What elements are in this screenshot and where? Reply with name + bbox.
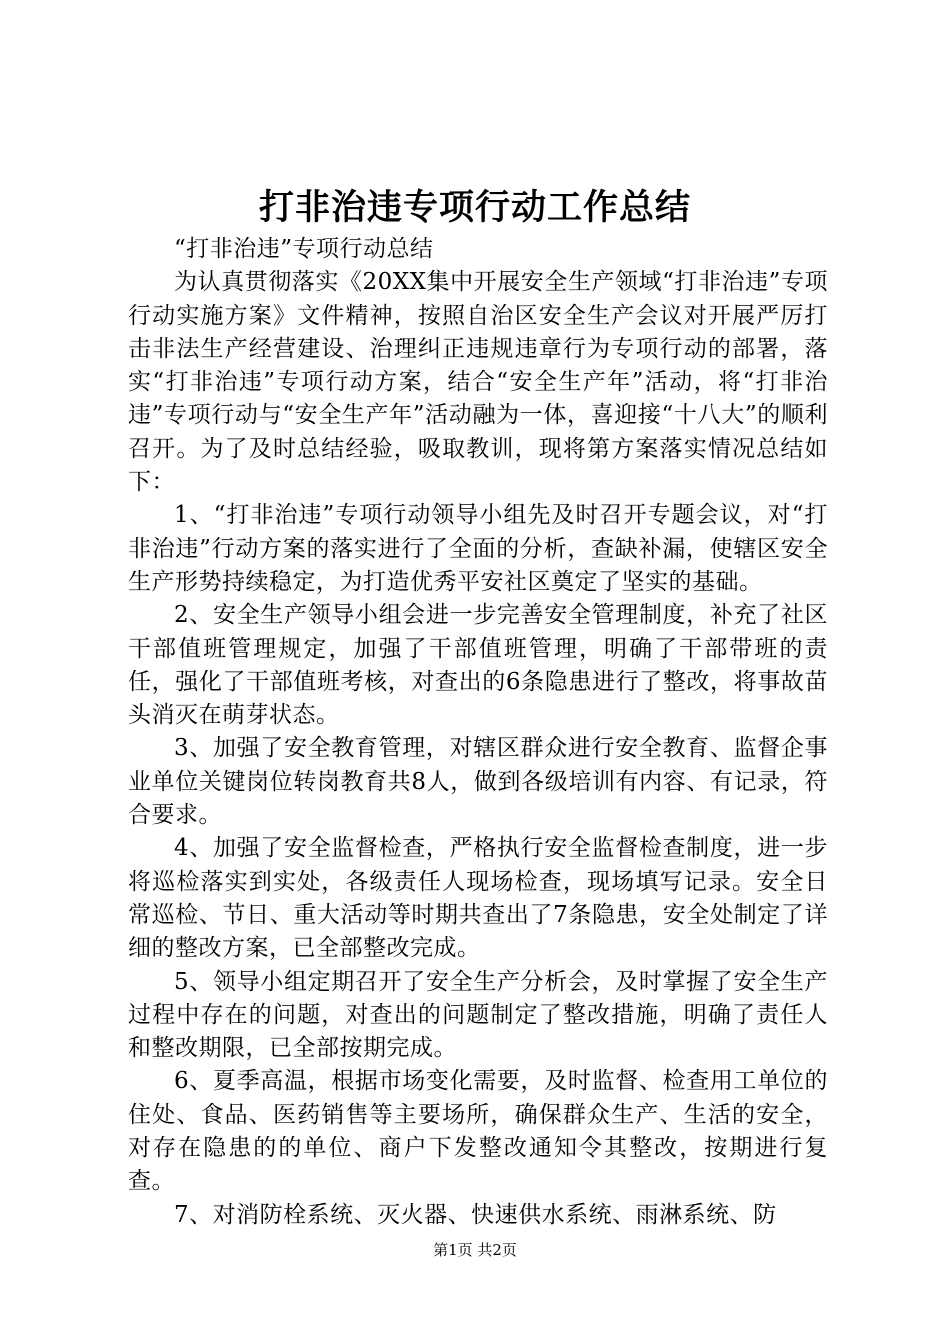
paragraph-item-7: 7、对消防栓系统、灭火器、快速供水系统、雨淋系统、防 (174, 1201, 777, 1228)
paragraph-item-2: 2、安全生产领导小组会进一步完善安全管理制度，补充了社区干部值班管理规定，加强了干部值班管理，明确了干部带班的责任，强化了干部值班考核，对查出的6条隐患进行了整改，将事故苗头消灭在萌芽状态。 (128, 602, 828, 729)
paragraph-subtitle: “打非治违”专项行动总结 (174, 236, 434, 262)
paragraph-item-6: 6、夏季高温，根据市场变化需要，及时监督、检查用工单位的住处、食品、医药销售等主要场所，确保群众生产、生活的安全，对存在隐患的的单位、商户下发整改通知令其整改，按期进行复查。 (128, 1068, 828, 1195)
paragraph-intro: 为认真贯彻落实《20XX集中开展安全生产领域“打非治违”专项行动实施方案》文件精神，按照自治区安全生产会议对开展严厉打击非法生产经营建设、治理纠正违规违章行为专项行动的部署，落实“打非治违”专项行动方案，结合“安全生产年”活动，将“打非治违”专项行动与“安全生产年”活动融为一体，喜迎接“十八大”的顺利召开。为了及时总结经验，吸取教训，现将第方案落实情况总结如下： (128, 269, 828, 496)
document-title: 打非治违专项行动工作总结 (258, 187, 691, 228)
page-number-footer: 第1页 共2页 (433, 1241, 517, 1259)
document-body (128, 233, 828, 1232)
paragraph-item-1: 1、“打非治违”专项行动领导小组先及时召开专题会议，对“打非治违”行动方案的落实进行了全面的分析，查缺补漏，使辖区安全生产形势持续稳定，为打造优秀平安社区奠定了坚实的基础。 (128, 502, 828, 595)
paragraph-item-5: 5、领导小组定期召开了安全生产分析会，及时掌握了安全生产过程中存在的问题，对查出的问题制定了整改措施，明确了责任人和整改期限，已全部按期完成。 (128, 968, 828, 1062)
paragraph-item-4: 4、加强了安全监督检查，严格执行安全监督检查制度，进一步将巡检落实到实处，各级责任人现场检查，现场填写记录。安全日常巡检、节日、重大活动等时期共查出了7条隐患，安全处制定了详细的整改方案，已全部整改完成。 (128, 835, 828, 962)
paragraph-item-3: 3、加强了安全教育管理，对辖区群众进行安全教育、监督企事业单位关键岗位转岗教育共8人，做到各级培训有内容、有记录，符合要求。 (128, 735, 828, 829)
